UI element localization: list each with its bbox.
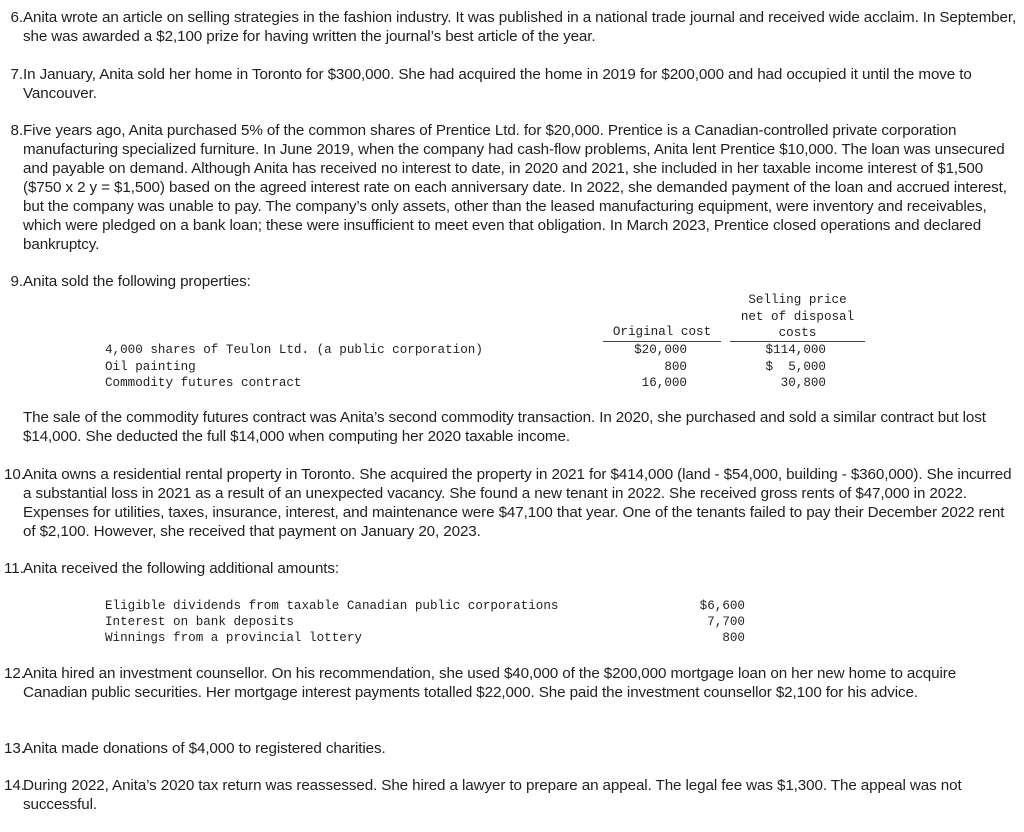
- item-text: During 2022, Anita’s 2020 tax return was reassessed. She hired a lawyer to prepare an appeal. The legal fee was $1,300. The appeal was not successful.: [23, 777, 962, 813]
- item-14: [4, 776, 1018, 814]
- item-text: Anita wrote an article on selling strategies in the fashion industry. It was published in a national trade journal and received wide acclaim. In September, she was awarded a $2,100 prize for having written the journal’s best article of the year.: [23, 9, 1017, 45]
- item-10: [4, 465, 1018, 541]
- item-number: 10.: [4, 466, 25, 483]
- item-number: 6.: [10, 9, 23, 26]
- table-row: [105, 598, 755, 615]
- item-text: Anita made donations of $4,000 to registered charities.: [23, 740, 386, 757]
- item-number: 7.: [10, 66, 23, 83]
- property-description: Commodity futures contract: [105, 376, 302, 390]
- column-header-selling-price: [730, 292, 865, 342]
- table-row: [105, 614, 755, 631]
- item-13: [4, 739, 1018, 758]
- item-text: Five years ago, Anita purchased 5% of the common shares of Prentice Ltd. for $20,000. Prentice is a Canadian-controlled private corporation manufacturing specialized furniture. In June 2019, when the company had cash-flow problems, Anita lent Prentice $10,000. The loan was unsecured and payable on demand. Although Anita has received no interest to date, in 2020 and 2021, she included in her taxable income interest of $1,500 ($750 x 2 y = $1,500) based on the agreed interest rate on each anniversary date. In 2022, she demanded payment of the loan and accrued interest, but the company was unable to pay. The company’s only assets, other than the leased manufacturing equipment, were inventory and receivables, which were pledged on a bank loan; these were insufficient to meet even that obligation. In March 2023, Prentice closed operations and declared bankruptcy.: [23, 122, 1007, 253]
- amount-description: Eligible dividends from taxable Canadian public corporations: [105, 599, 559, 613]
- item-8: [4, 121, 1018, 254]
- item-text: Anita received the following additional amounts:: [23, 560, 340, 577]
- amount-description: Interest on bank deposits: [105, 615, 294, 629]
- amount-value: 7,700: [707, 615, 745, 629]
- table-row: [105, 342, 870, 359]
- item-number: 11.: [4, 560, 24, 577]
- additional-amounts-table: [105, 598, 755, 650]
- amount-value: $6,600: [699, 599, 745, 613]
- item-number: 14.: [4, 777, 25, 794]
- property-description: 4,000 shares of Teulon Ltd. (a public corporation): [105, 343, 483, 357]
- item-text: Anita owns a residential rental property in Toronto. She acquired the property in 2021 for $414,000 (land - $54,000, building - $360,000). She incurred a substantial loss in 2021 as a result of an unexpected vacancy. She found a new tenant in 2022. She received gross rents of $47,000 in 2022. Expenses for utilities, taxes, insurance, interest, and maintenance were $47,100 that year. One of the tenants failed to pay their December 2022 rent of $2,100. However, she received that payment on January 20, 2023.: [23, 466, 1012, 540]
- column-header-original-cost: Original cost: [612, 325, 712, 339]
- property-original-cost: 800: [664, 359, 687, 374]
- item-9-followup: The sale of the commodity futures contract was Anita’s second commodity transaction. In 2020, she purchased and sold a similar contract but lost $14,000. She deducted the full $14,000 when computing her 2020 taxable income.: [23, 409, 986, 445]
- item-number: 13.: [4, 740, 25, 757]
- header-line: Selling price: [748, 293, 847, 307]
- table-row: [105, 359, 870, 376]
- item-number: 8.: [10, 122, 23, 139]
- table-row: [105, 375, 870, 392]
- property-selling-price: 30,800: [780, 376, 826, 390]
- header-line: net of disposal: [740, 309, 855, 324]
- property-description: Oil painting: [105, 359, 196, 374]
- item-number: 12.: [4, 665, 25, 682]
- item-6: [4, 8, 1018, 46]
- property-selling-price: $114,000: [765, 343, 826, 357]
- header-line: costs: [778, 326, 817, 340]
- item-number: 9.: [10, 273, 23, 290]
- item-7: [4, 65, 1018, 103]
- item-9: [4, 272, 1018, 291]
- property-original-cost: 16,000: [641, 376, 687, 390]
- amount-value: 800: [722, 631, 745, 645]
- properties-table: [105, 292, 870, 392]
- property-selling-price: $ 5,000: [765, 359, 826, 374]
- table-row: [105, 630, 755, 647]
- property-original-cost: $20,000: [634, 343, 687, 357]
- item-text: In January, Anita sold her home in Toronto for $300,000. She had acquired the home in 2019 for $200,000 and had occupied it until the move to Vancouver.: [23, 66, 972, 102]
- item-11: [4, 559, 1018, 578]
- item-text: Anita sold the following properties:: [23, 273, 251, 290]
- amount-description: Winnings from a provincial lottery: [105, 631, 362, 645]
- item-12: [4, 664, 1018, 702]
- item-text: Anita hired an investment counsellor. On his recommendation, she used $40,000 of the $200,000 mortgage loan on her new home to acquire Canadian public securities. Her mortgage interest payments totalled $22,000. She paid the investment counsellor $2,100 for his advice.: [23, 665, 957, 701]
